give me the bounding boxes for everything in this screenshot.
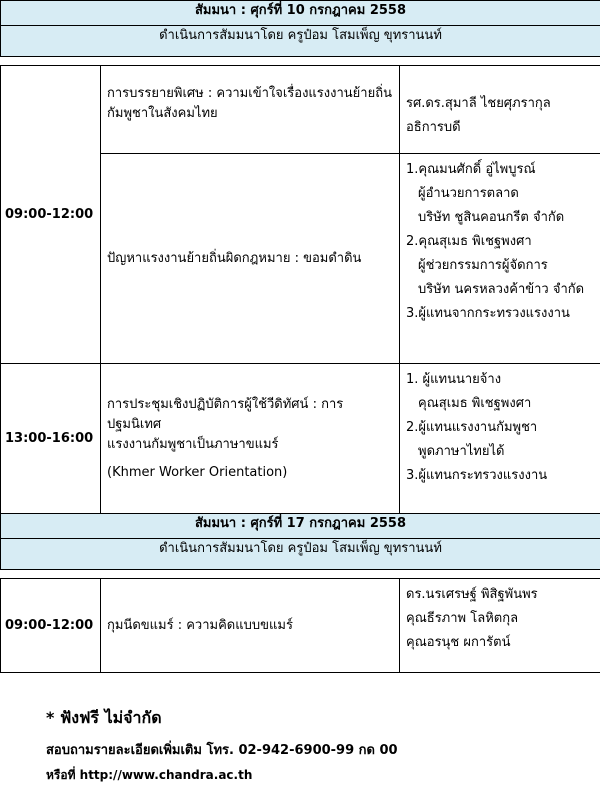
- speaker-line: คุณสุเมธ พิเชฐพงศา: [418, 396, 532, 411]
- speaker-line: 1. ผู้แทนนายจ้าง: [406, 372, 502, 387]
- topic-line: การบรรยายพิเศษ : ความเข้าใจเรื่องแรงงานย้ายถิ่น: [107, 86, 392, 101]
- speaker-line: 2.ผู้แทนแรงงานกัมพูชา: [406, 420, 538, 435]
- spacer-row: [1, 57, 600, 66]
- speaker-line: พูดภาษาไทยได้: [418, 444, 505, 459]
- speaker-cell: [400, 154, 600, 364]
- session1-moderator-row: [1, 26, 600, 57]
- topic-cell: [101, 364, 400, 514]
- speaker-line: 3.ผู้แทนกระทรวงแรงงาน: [406, 468, 548, 483]
- speaker-cell: [400, 579, 600, 673]
- session2-moderator: ดำเนินการสัมมนาโดย ครูป๋อม โสมเพ็ญ ขุทรานนท์: [1, 539, 600, 570]
- session2-moderator-row: [1, 539, 600, 570]
- speaker-cell: [400, 364, 600, 514]
- speaker-line: รศ.ดร.สุมาลี ไชยศุภรากุล: [406, 96, 551, 111]
- topic-line: แรงงานกัมพูชาเป็นภาษาขแมร์: [107, 436, 279, 452]
- speaker-cell: [400, 66, 600, 154]
- table-row: [1, 579, 600, 673]
- session1-moderator: ดำเนินการสัมมนาโดย ครูป๋อม โสมเพ็ญ ขุทรานนท์: [1, 26, 600, 57]
- topic-line: กุมนีดขแมร์ : ความคิดแบบขแมร์: [107, 617, 293, 633]
- topic-cell: [101, 579, 400, 673]
- time-slot: 13:00-16:00: [1, 364, 101, 514]
- session2-title: สัมมนา : ศุกร์ที่ 17 กรกฎาคม 2558: [1, 514, 600, 539]
- session1-title: สัมมนา : ศุกร์ที่ 10 กรกฎาคม 2558: [1, 1, 600, 26]
- speaker-line: ดร.นรเศรษฐ์ พิสิฐพันพร: [406, 587, 538, 602]
- speaker-line: คุณธีรภาพ โลหิตกุล: [406, 611, 519, 626]
- spacer-row: [1, 570, 600, 579]
- table-row: [1, 364, 600, 514]
- session2-title-row: [1, 514, 600, 539]
- speaker-line: ผู้อำนวยการตลาด: [418, 186, 519, 201]
- speaker-line: 2.คุณสุเมธ พิเชฐพงศา: [406, 234, 532, 249]
- speaker-line: คุณอรนุช ผการัตน์: [406, 635, 511, 650]
- topic-line: ปัญหาแรงงานย้ายถิ่นผิดกฎหมาย : ขอมดำดิน: [107, 250, 362, 266]
- speaker-line: อธิการบดี: [406, 120, 461, 135]
- website-info: หรือที่ http://www.chandra.ac.th: [46, 768, 253, 782]
- time-slot: 09:00-12:00: [1, 579, 101, 673]
- session1-title-row: [1, 1, 600, 26]
- topic-cell: [101, 154, 400, 364]
- speaker-line: 3.ผู้แทนจากกระทรวงแรงงาน: [406, 306, 570, 321]
- topic-cell: [101, 66, 400, 154]
- speaker-line: บริษัท ชูสินคอนกรีต จำกัด: [418, 210, 565, 225]
- topic-line: การประชุมเชิงปฏิบัติการผู้ใช้วีดิทัศน์ : การปฐมนิเทศ: [107, 396, 344, 432]
- speaker-line: 1.คุณมนศักดิ์ อู่ไพบูรณ์: [406, 162, 536, 177]
- speaker-line: บริษัท นครหลวงค้าข้าว จำกัด: [418, 282, 585, 297]
- table-row: [1, 66, 600, 154]
- speaker-line: ผู้ช่วยกรรมการผู้จัดการ: [418, 258, 548, 273]
- topic-line: (Khmer Worker Orientation): [107, 464, 288, 480]
- free-notice: * ฟังฟรี ไม่จำกัด: [46, 708, 162, 727]
- contact-info: สอบถามรายละเอียดเพิ่มเติม โทร. 02-942-6900-99 กด 00: [46, 743, 398, 758]
- time-slot: 09:00-12:00: [1, 66, 101, 364]
- topic-line: กัมพูชาในสังคมไทย: [107, 106, 218, 121]
